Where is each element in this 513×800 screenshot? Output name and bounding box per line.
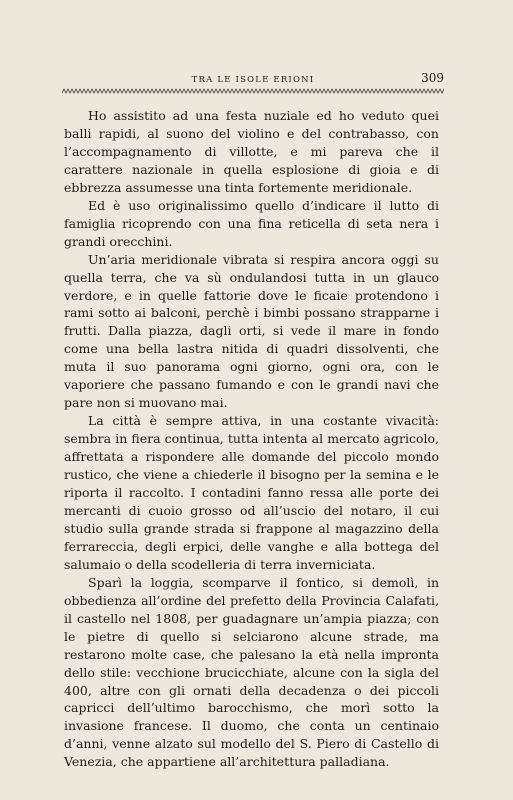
page-number: 309 — [421, 71, 444, 85]
paragraph: Ed è uso originalissimo quello d’indicare il lutto di famiglia ricoprendo con una fina reticella di seta nera i grandi orecchini. — [64, 197, 439, 249]
paragraph: La città è sempre attiva, in una costante vivacità: sembra in fiera continua, tutta intenta al mercato agricolo, affrettata a rispondere alle domande del piccolo mondo rustico, che viene a chiederle il bisogno per la semina e le riporta il raccolto. I contadini fanno ressa alle porte dei mercanti di cuoio grosso od all’uscio del notaro, il cui studio sulla grande strada si frappone al magazzino della ferrareccia, degli erpici, delle vanghe e alla bottega del salumaio o della scodelleria di terra inverniciata. — [64, 413, 439, 572]
paragraph: Ho assistito ad una festa nuziale ed ho veduto quei balli rapidi, al suono del violino e del contrabasso, con l’accompagnamento di villotte, e mi pareva che il carattere nazionale in quella esplosione di gioia e di ebbrezza assumesse una tinta fortemente meridionale. — [64, 108, 439, 195]
paragraph: Un’aria meridionale vibrata si respira ancora oggi su quella terra, che va sù ondulandosi tutta in un glauco verdore, e in quelle fattorie dove le ficaie protendono i rami sotto ai balconi, perchè i bimbi possano strapparne i frutti. Dalla piazza, dagli orti, si vede il mare in fondo come una bella lastra nitida di quadri dissolventi, che muta il suo panorama ogni giorno, ogni ora, con le vaporiere che passano fumando e con le grandi navi che pare non si muovano mai. — [64, 251, 439, 411]
running-title: TRA LE ISOLE ERIONI — [191, 75, 315, 85]
running-head — [64, 71, 444, 88]
body-text — [64, 107, 439, 771]
decorative-rule — [62, 87, 444, 95]
paragraph: Sparì la loggia, scomparve il fontico, si demolì, in obbedienza all’ordine del prefetto della Provincia Calafati, il castello nel 1808, per guadagnare un’ampia piazza; con le pietre di quello si selciarono alcune strade, ma restarono molte case, che palesano la età nella impronta dello stile: vecchione brucicchiate, alcune con la sigla del 400, altre con gli ornati della decadenza o dei piccoli capricci dell’ultimo barocchismo, che morì sotto la invasione francese. Il duomo, che conta un centinaio d’anni, venne alzato sul modello del S. Piero di Castello di Venezia, che appartiene all’architettura palladiana. — [64, 574, 439, 770]
